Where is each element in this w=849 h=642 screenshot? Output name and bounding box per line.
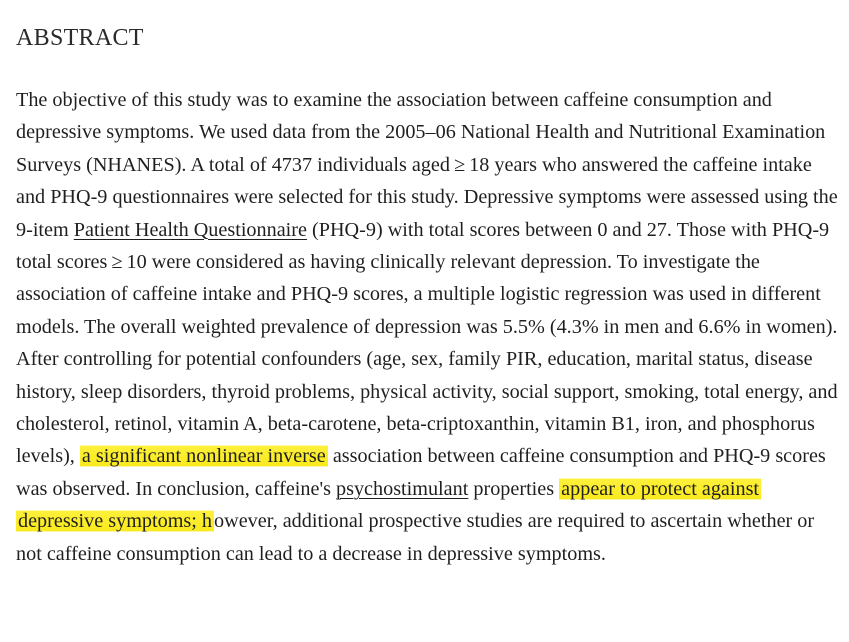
abstract-text-segment: association between caffeine consumption and PHQ-9 scores was observed. In conclusion, caffeine's bbox=[16, 445, 826, 500]
abstract-text-segment: The objective of this study was to examine the association between caffeine consumption and depressive symptoms. We used data from the 2005–06 National Health and Nutritional Examination Surveys (NHANES). A total of 4737 individuals aged ≥ 18 years who answered the caffeine intake and PHQ-9 questionnaires were selected for this study. Depressive symptoms were assessed using the 9-item bbox=[16, 89, 838, 241]
patient-health-questionnaire-link[interactable]: Patient Health Questionnaire bbox=[73, 218, 307, 241]
abstract-text-segment: owever, additional prospective studies are required to ascertain whether or not caffeine consumption can lead to a decrease in depressive symptoms. bbox=[16, 510, 815, 565]
abstract-section bbox=[16, 22, 840, 570]
abstract-paragraph bbox=[16, 84, 840, 570]
abstract-text-segment: (PHQ-9) with total scores between 0 and 27. Those with PHQ-9 total scores ≥ 10 were considered as having clinically relevant depression. To investigate the association of caffeine intake and PHQ-9 scores, a multiple logistic regression was used in different models. The overall weighted prevalence of depression was 5.5% (4.3% in men and 6.6% in women). After controlling for potential confounders (age, sex, family PIR, education, marital status, disease history, sleep disorders, thyroid problems, physical activity, social support, smoking, total energy, and cholesterol, retinol, vitamin A, beta-carotene, beta-criptoxanthin, vitamin B1, iron, and phosphorus levels), bbox=[16, 218, 838, 468]
highlighted-text: a significant nonlinear inverse bbox=[81, 445, 326, 468]
highlighted-text: appear to protect against depressive symptoms; h bbox=[18, 477, 760, 533]
abstract-text-segment: properties bbox=[468, 477, 560, 500]
section-heading: ABSTRACT bbox=[16, 25, 144, 51]
psychostimulant-link[interactable]: psychostimulant bbox=[336, 477, 469, 500]
